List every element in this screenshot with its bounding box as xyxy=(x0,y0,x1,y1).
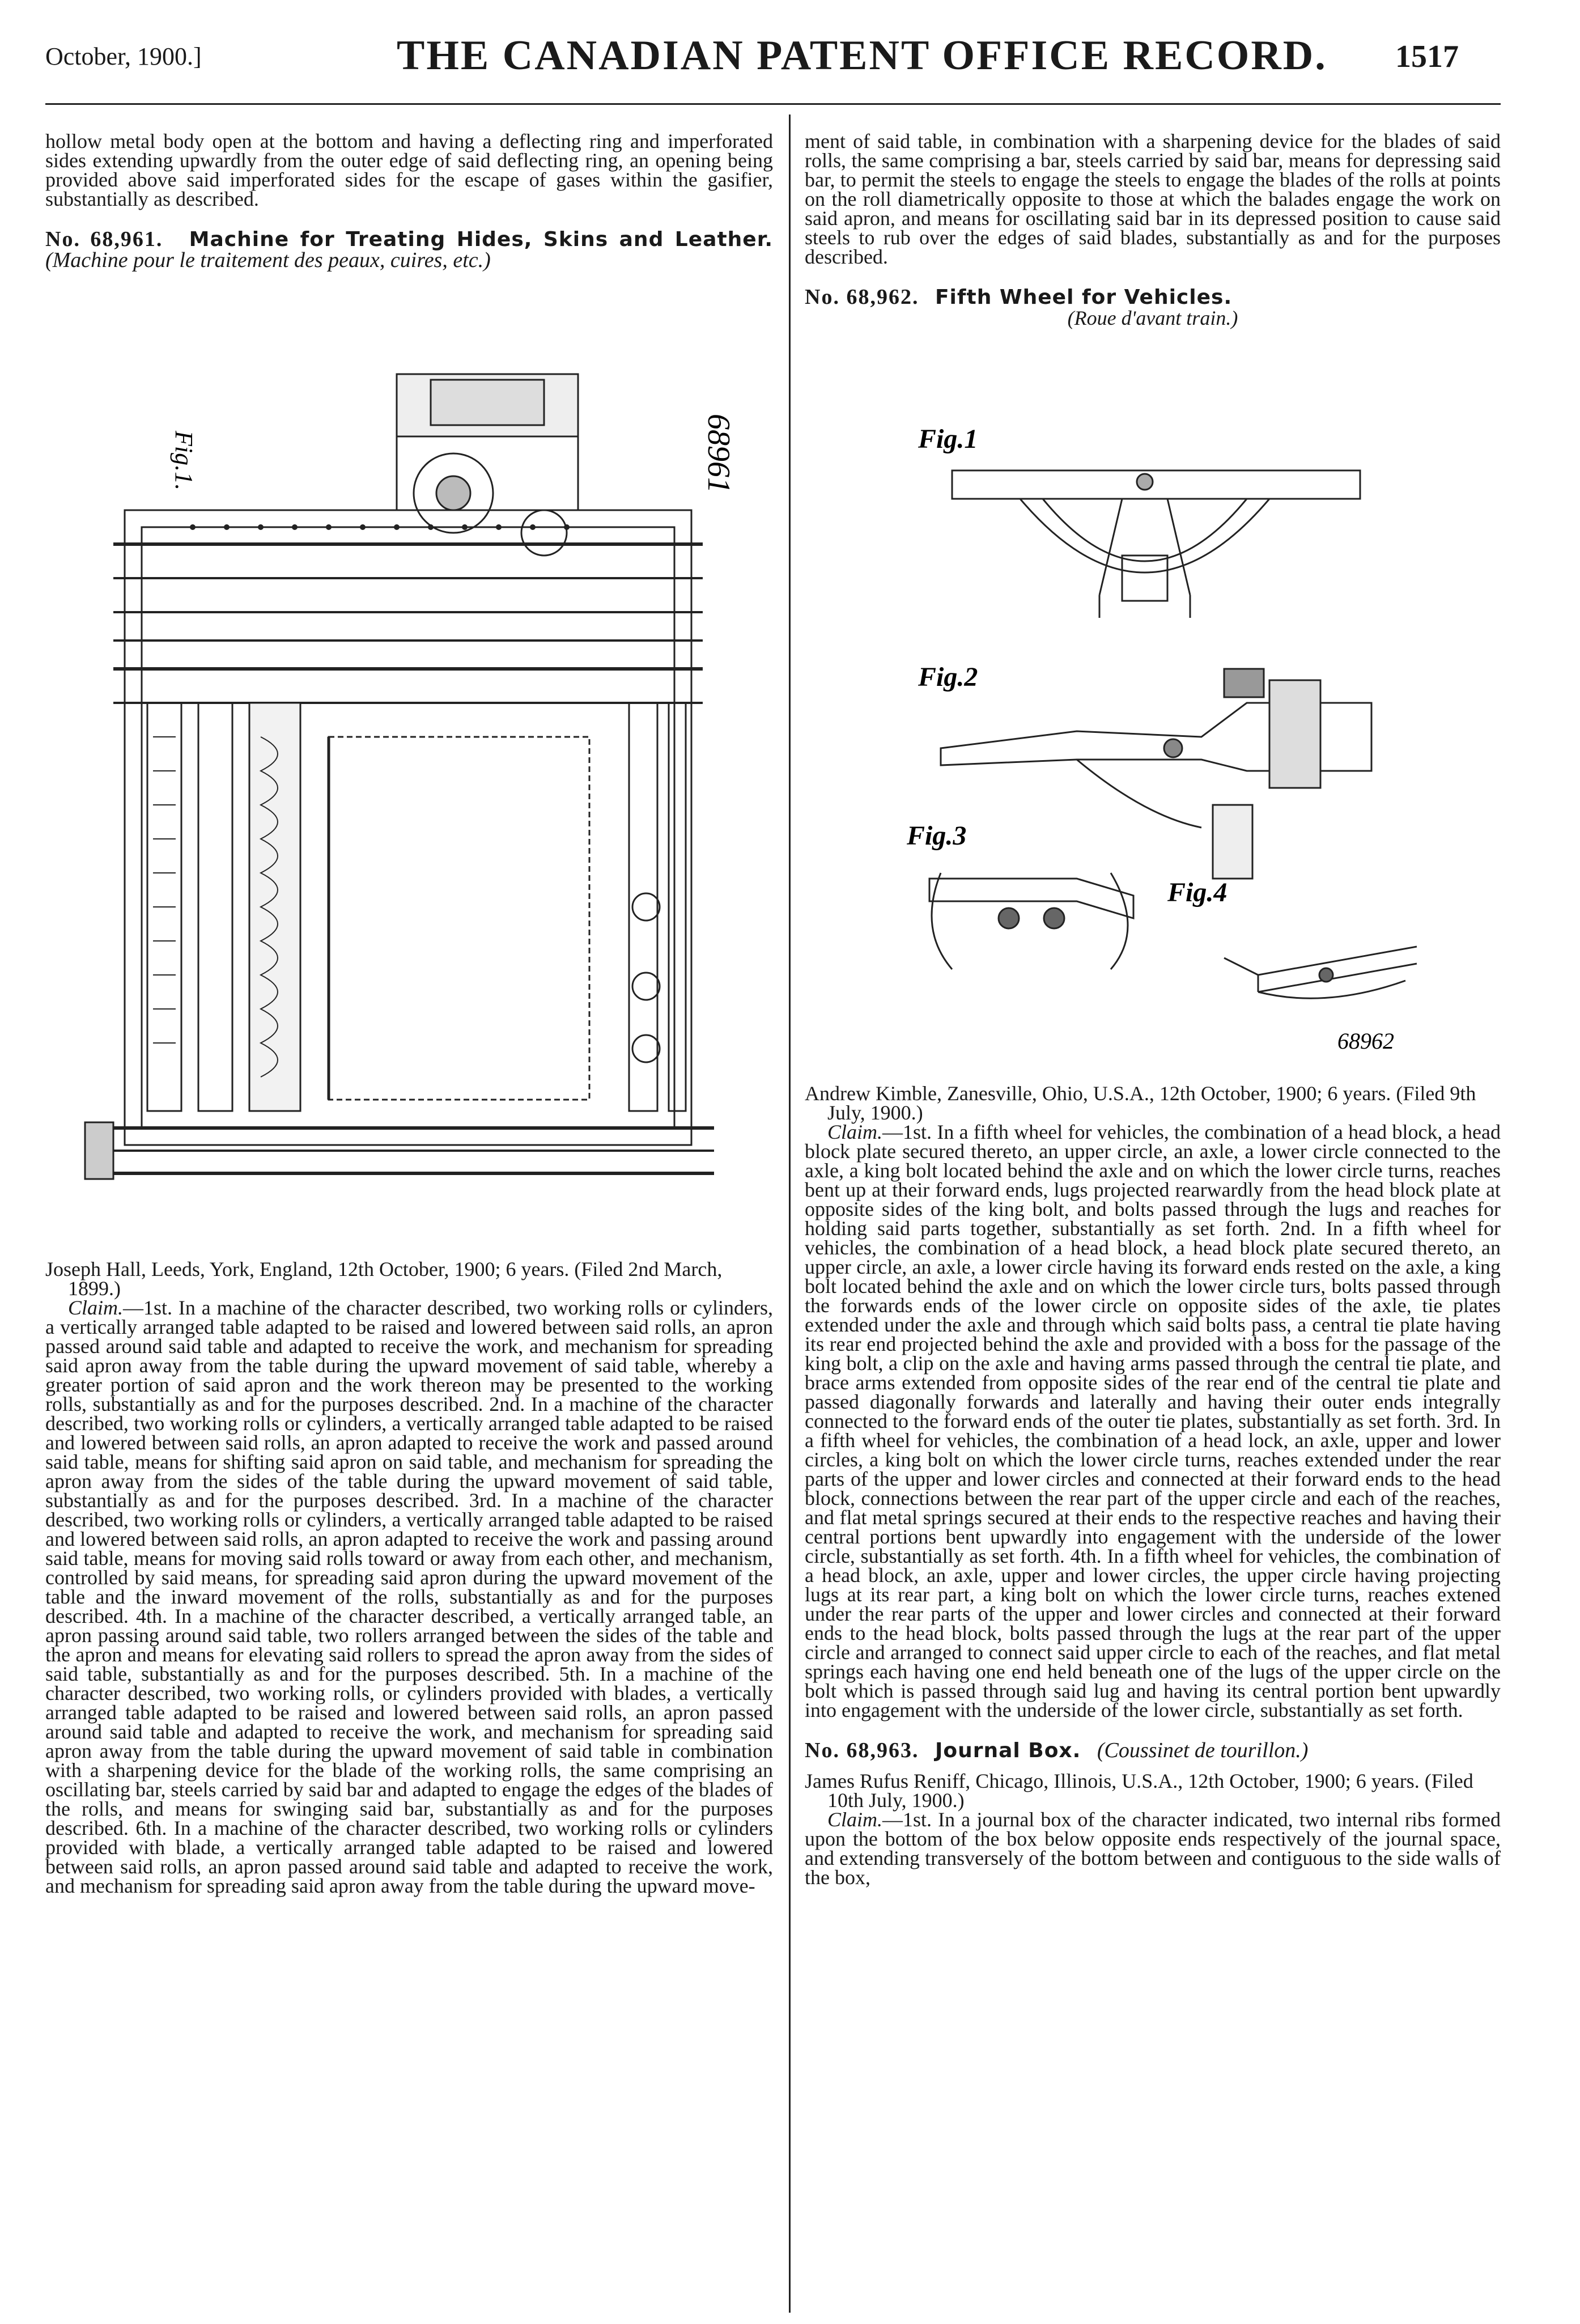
continuation-text-right: ment of said table, in combination with a sharpening device for the blades of said rolls, the same comprising a bar, steels carried by said bar, means for depressing said bar, to permit the steels to engage the steels to engage the blades of the rolls at points on the roll diametrically opposite to those at which the balades engage the work on said apron, and means for oscillating said bar in its depressed position to cause said steels to rub over the edges of said blades, substantially as and for the purposes described. xyxy=(805,130,1501,268)
hide-machine-fig-label: Fig.1. xyxy=(170,431,198,491)
entry-title: Fifth Wheel for Vehicles. xyxy=(935,286,1233,309)
claim-label: Claim. xyxy=(68,1296,124,1319)
patentee-68962: Andrew Kimble, Zanesville, Ohio, U.S.A., 12th October, 1900; 6 years. (Filed 9th July, 1900.) xyxy=(805,1082,1476,1124)
hide-machine-patent-number: 68961 xyxy=(701,414,736,493)
continuation-text-left: hollow metal body open at the bottom and having a deflecting ring and imperforated sides extending upwardly from the outer edge of said deflecting ring, an opening being provided above said imperforated sides for the escape of gases within the gasifier, substantially as described. xyxy=(45,130,773,210)
fig3-label: Fig.3 xyxy=(907,821,967,851)
claim-label: Claim. xyxy=(827,1121,883,1143)
entry-title: Machine for Treating Hides, Skins and Leather. xyxy=(189,228,773,251)
entry-number: No. 68,962. xyxy=(805,285,919,309)
fig2-label: Fig.2 xyxy=(918,662,978,692)
patentee-68963: James Rufus Reniff, Chicago, Illinois, U.S.A., 12th October, 1900; 6 years. (Filed 10th July, 1900.) xyxy=(805,1770,1473,1812)
header-date: October, 1900.] xyxy=(45,43,202,70)
column-divider xyxy=(789,114,791,2313)
fig4-label: Fig.4 xyxy=(1167,877,1228,907)
entry-heading-68961 xyxy=(45,229,773,270)
claims-68961 xyxy=(45,1298,773,1895)
patentee-68961: Joseph Hall, Leeds, York, England, 12th October, 1900; 6 years. (Filed 2nd March, 1899.) xyxy=(45,1258,723,1300)
claim-text: —1st. In a machine of the character described, two working rolls or cylinders, a vertically arranged table adapted to be raised and lowered between said rolls, an apron passed around said table and adapted to receive the work, and mechanism for spreading said apron away from the table during the upward movement of said table, whereby a greater portion of said apron and the work thereon may be presented to the working rolls, substantially as and for the purposes described. 2nd. In a machine of the character described, two working rolls or cylinders, a vertically arranged table adapted to be raised and lowered between said rolls, an apron adapted to receive the work and passed around said table, means for shifting said apron on said table, and mechanism for spreading the apron away from the sides of the table during the upward movement of said table, substantially as and for the purposes described. 3rd. In a machine of the character described, two working rolls or cylinders, a vertically arranged table adapted to be raised and lowered between said rolls, an apron adapted to receive the work and passing around said table, means for moving said rolls toward or away from each other, and mechanism, controlled by said means, for spreading said apron during the upward movement of the table and the inward movement of the rolls, substantially as and for the purposes described. 4th. In a machine of the character described, a vertically arranged table, an apron passing around said table, two rollers arranged between the sides of the table and the apron and means for elevating said rollers to spread the apron away from the sides of said table, substantially as and for the purposes described. 5th. In a machine of the character described, two working rolls, or cylinders provided with blades, a vertically arranged table adapted to be raised and lowered between said rolls, an apron passed around said table and adapted to receive the work, and mechanism for spreading said apron away from the table during the upward movement of said table in combination with a sharpening device for the blade of the working rolls, the same comprising an oscillating bar, steels carried by said bar and adapted to engage the edges of the blades of the rolls, and means for swinging said bar, substantially as and for the purposes described. 6th. In a machine of the character described, two working rolls or cylinders provided with blade, a vertically arranged table adapted to be raised and lowered between said rolls, an apron passed around said table and adapted to receive the work, and mechanism for spreading said apron away from the table during the upward move- xyxy=(45,1296,773,1897)
entry-heading-68963 xyxy=(805,1740,1501,1761)
fifth-wheel-patent-number: 68962 xyxy=(1337,1028,1394,1054)
claims-68962 xyxy=(805,1122,1501,1720)
hide-machine-drawing xyxy=(79,340,759,1224)
right-column-top xyxy=(805,132,1501,328)
header-rule xyxy=(45,103,1501,105)
fifth-wheel-drawing xyxy=(907,408,1485,1071)
left-column-claims xyxy=(45,1259,773,1895)
entry-heading-68962 xyxy=(805,287,1501,308)
claim-text: —1st. In a journal box of the character indicated, two internal ribs formed upon the bottom of the box below opposite ends respectively of the journal space, and extending transversely of the bottom between and contiguous to the side walls of the box, xyxy=(805,1808,1501,1889)
right-column-claims xyxy=(805,1084,1501,1887)
claim-text: —1st. In a fifth wheel for vehicles, the combination of a head block, a head block plate secured thereto, an upper circle, an axle, a lower circle connected to the axle, a king bolt located behind the axle and on which the lower circle turns, reaches bent up at their forward ends, lugs projected rearwardly from the head block plate at opposite sides of the king bolt, and bolts passed through the lugs and reaches for holding said parts together, substantially as set forth. 2nd. In a fifth wheel for vehicles, the combination of a head block, a head block plate secured thereto, an upper circle, an axle, a lower circle having its forward ends rested on the axle, a king bolt located behind the axle and on which the lower circle turs, bolts passed through the forwards ends of the lower circle on opposite sides of the axle, tie plates extended under the axle and through which said bolts pass, a central tie plate having its rear end projected behind the axle and provided with a boss for the passage of the king bolt, a clip on the axle and having arms passed through the central tie plate, and brace arms extended from opposite sides of the rear end of the central tie plate and passed diagonally forwards and laterally and having their outer ends integrally connected to the forward ends of the outer tie plates, substantially as set forth. 3rd. In a fifth wheel for vehicles, the combination of a head lock, an axle, upper and lower circles, a king bolt on which the lower circle turns, reaches extended under the rear parts of the upper and lower circles and connected at their forward ends to the head block, connections between the rear part of the upper circle and each of the reaches, and flat metal springs secured at their ends to the respective reaches and having their central portions bent upwardly into engagement with the underside of the lower circle, substantially as set forth. 4th. In a fifth wheel for vehicles, the combination of a head block, an axle, upper and lower circles, the upper circle having projecting lugs at its rear part, a king bolt on which the lower circle turns, reaches extened under the rear parts of the upper and lower circles and connected at their forward ends to the head block, bolts passed through the lugs at the rear part of the upper circle and arranged to connect said upper circle to each of the reaches, and flat metal springs each having one end held beneath one of the lugs of the upper circle on the bolt which is passed through said lug and having its central portion bent upwardly into engagement with the underside of the lower circle, substantially as set forth. xyxy=(805,1121,1501,1721)
entry-number: No. 68,961. xyxy=(45,227,163,251)
entry-french-title: (Coussinet de tourillon.) xyxy=(1097,1738,1309,1762)
journal-title: THE CANADIAN PATENT OFFICE RECORD. xyxy=(397,32,1327,79)
claim-label: Claim. xyxy=(827,1808,883,1831)
page-number: 1517 xyxy=(1395,39,1459,74)
fig1-label: Fig.1 xyxy=(918,424,978,454)
entry-french-title: (Roue d'avant train.) xyxy=(1067,307,1238,329)
entry-number: No. 68,963. xyxy=(805,1738,919,1762)
claims-68963 xyxy=(805,1810,1501,1887)
entry-french-title: (Machine pour le traitement des peaux, cuires, etc.) xyxy=(45,248,491,272)
entry-title: Journal Box. xyxy=(935,1739,1081,1762)
left-column-top xyxy=(45,132,773,270)
